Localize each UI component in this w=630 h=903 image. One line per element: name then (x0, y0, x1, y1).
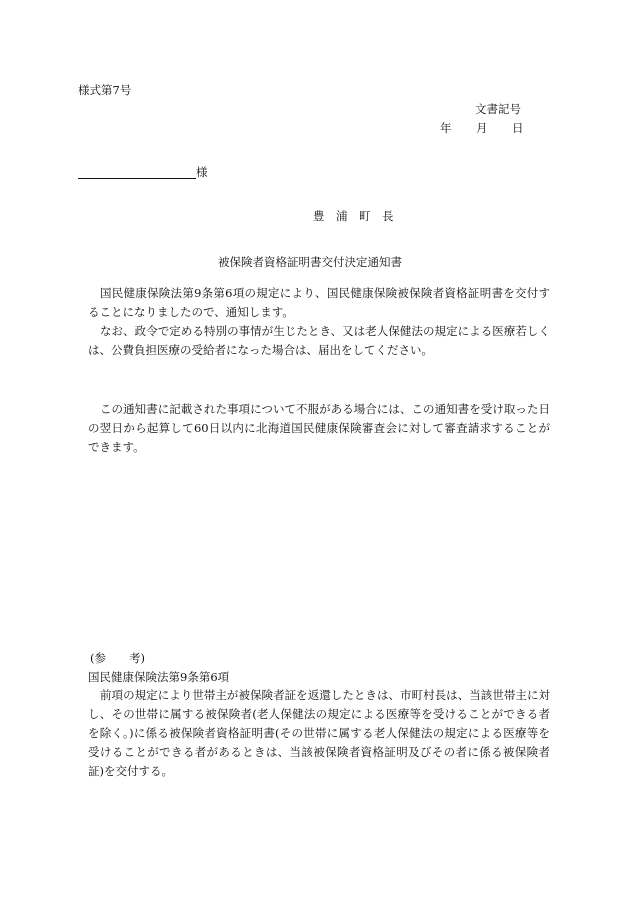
document-code: 文書記号 (475, 102, 521, 116)
date-year: 年 (440, 121, 452, 135)
sender-name: 豊 浦 町 長 (313, 209, 394, 223)
addressee-suffix: 様 (196, 165, 208, 179)
notice-body (88, 284, 550, 360)
form-number: 様式第7号 (78, 83, 132, 97)
body-paragraph-1: 国民健康保険法第9条第6項の規定により、国民健康保険被保険者資格証明書を交付することになりましたので、通知します。 (88, 286, 550, 319)
date-day: 日 (512, 121, 524, 135)
reference-text: 前項の規定により世帯主が被保険者証を返還したときは、市町村長は、当該世帯主に対し、その世帯に属する被保険者(老人保健法の規定による医療等を受けることができる者を除く。)に係る被保険者資格証明書(その世帯に属する老人保健法の規定による医療等を受けることができる者があるときは、当該被保険者資格証明及びその者に係る被保険者証)を交付する。 (88, 688, 550, 778)
appeal-notice (88, 400, 550, 457)
reference-heading: (参 考) (90, 651, 145, 665)
notice-title: 被保険者資格証明書交付決定通知書 (218, 255, 402, 269)
addressee-name-line (78, 178, 196, 179)
reference-text-block (88, 686, 550, 781)
date-month: 月 (476, 121, 488, 135)
reference-law: 国民健康保険法第9条第6項 (88, 670, 230, 684)
appeal-paragraph: この通知書に記載された事項について不服がある場合には、この通知書を受け取った日の翌日から起算して60日以内に北海道国民健康保険審査会に対して審査請求することができます。 (88, 402, 550, 454)
body-paragraph-2: なお、政令で定める特別の事情が生じたとき、又は老人保健法の規定による医療若しくは、公費負担医療の受給者になった場合は、届出をしてください。 (88, 324, 550, 357)
